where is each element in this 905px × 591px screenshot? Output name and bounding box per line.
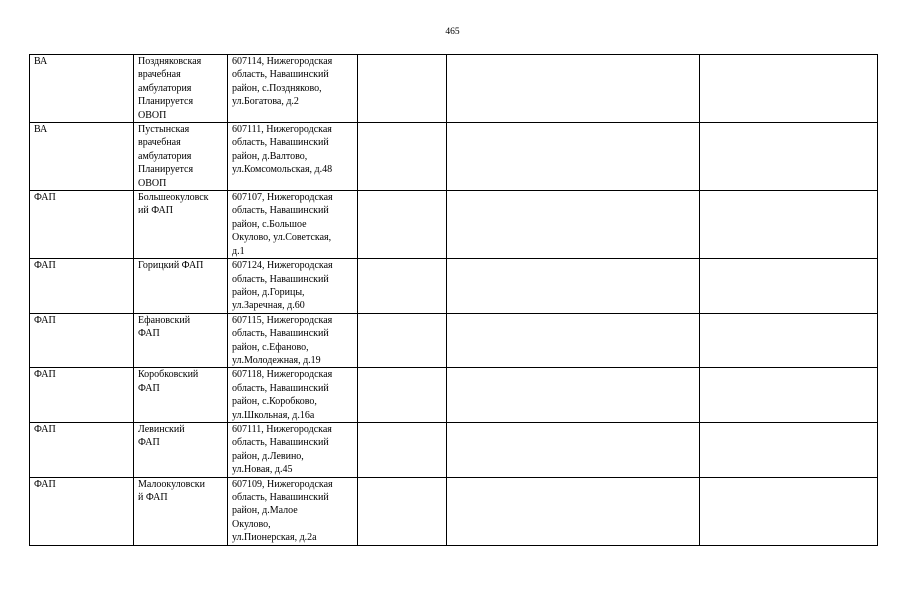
facility-address-cell: 607107, Нижегородская область, Навашинский район, с.Большое Окулово, ул.Советская, д.1 — [228, 191, 358, 259]
empty-cell — [447, 123, 700, 191]
facility-name-cell: Малоокуловски й ФАП — [134, 477, 228, 545]
empty-cell — [358, 55, 447, 123]
empty-cell — [447, 368, 700, 423]
facility-name-cell: Коробковский ФАП — [134, 368, 228, 423]
page-number: 465 — [445, 27, 460, 37]
empty-cell — [358, 259, 447, 314]
facilities-table — [29, 54, 878, 546]
facility-name-cell: Левинский ФАП — [134, 422, 228, 477]
empty-cell — [700, 422, 878, 477]
facility-type-cell: ФАП — [30, 259, 134, 314]
empty-cell — [700, 55, 878, 123]
empty-cell — [358, 477, 447, 545]
facility-address-cell: 607115, Нижегородская область, Навашинский район, с.Ефаново, ул.Молодежная, д.19 — [228, 313, 358, 368]
table-row — [30, 422, 878, 477]
empty-cell — [358, 123, 447, 191]
table-row — [30, 55, 878, 123]
empty-cell — [447, 313, 700, 368]
facility-address-cell: 607111, Нижегородская область, Навашинский район, д.Левино, ул.Новая, д.45 — [228, 422, 358, 477]
facility-address-cell: 607111, Нижегородская область, Навашинский район, д.Валтово, ул.Комсомольская, д.48 — [228, 123, 358, 191]
empty-cell — [700, 191, 878, 259]
facility-address-cell: 607124, Нижегородская область, Навашинский район, д.Горицы, ул.Заречная, д.60 — [228, 259, 358, 314]
table-row — [30, 477, 878, 545]
empty-cell — [447, 259, 700, 314]
empty-cell — [700, 259, 878, 314]
facility-type-cell: ФАП — [30, 191, 134, 259]
facility-address-cell: 607109, Нижегородская область, Навашинский район, д.Малое Окулово, ул.Пионерская, д.2а — [228, 477, 358, 545]
empty-cell — [700, 477, 878, 545]
empty-cell — [358, 191, 447, 259]
facility-address-cell: 607114, Нижегородская область, Навашинский район, с.Поздняково, ул.Богатова, д.2 — [228, 55, 358, 123]
facility-type-cell: ФАП — [30, 422, 134, 477]
facility-type-cell: ФАП — [30, 313, 134, 368]
empty-cell — [358, 368, 447, 423]
facility-name-cell: Большеокуловск ий ФАП — [134, 191, 228, 259]
table-row — [30, 259, 878, 314]
facility-type-cell: ФАП — [30, 477, 134, 545]
empty-cell — [447, 191, 700, 259]
facility-name-cell: Пустынская врачебная амбулатория Планируется ОВОП — [134, 123, 228, 191]
facility-name-cell: Горицкий ФАП — [134, 259, 228, 314]
empty-cell — [447, 422, 700, 477]
empty-cell — [700, 123, 878, 191]
table-row — [30, 123, 878, 191]
facility-type-cell: ВА — [30, 123, 134, 191]
facility-type-cell: ФАП — [30, 368, 134, 423]
empty-cell — [447, 477, 700, 545]
empty-cell — [700, 313, 878, 368]
facility-type-cell: ВА — [30, 55, 134, 123]
table-row — [30, 313, 878, 368]
facility-name-cell: Поздняковская врачебная амбулатория Планируется ОВОП — [134, 55, 228, 123]
empty-cell — [358, 313, 447, 368]
empty-cell — [700, 368, 878, 423]
empty-cell — [447, 55, 700, 123]
facility-address-cell: 607118, Нижегородская область, Навашинский район, с.Коробково, ул.Школьная, д.16а — [228, 368, 358, 423]
table-row — [30, 368, 878, 423]
facility-name-cell: Ефановский ФАП — [134, 313, 228, 368]
empty-cell — [358, 422, 447, 477]
table-row — [30, 191, 878, 259]
